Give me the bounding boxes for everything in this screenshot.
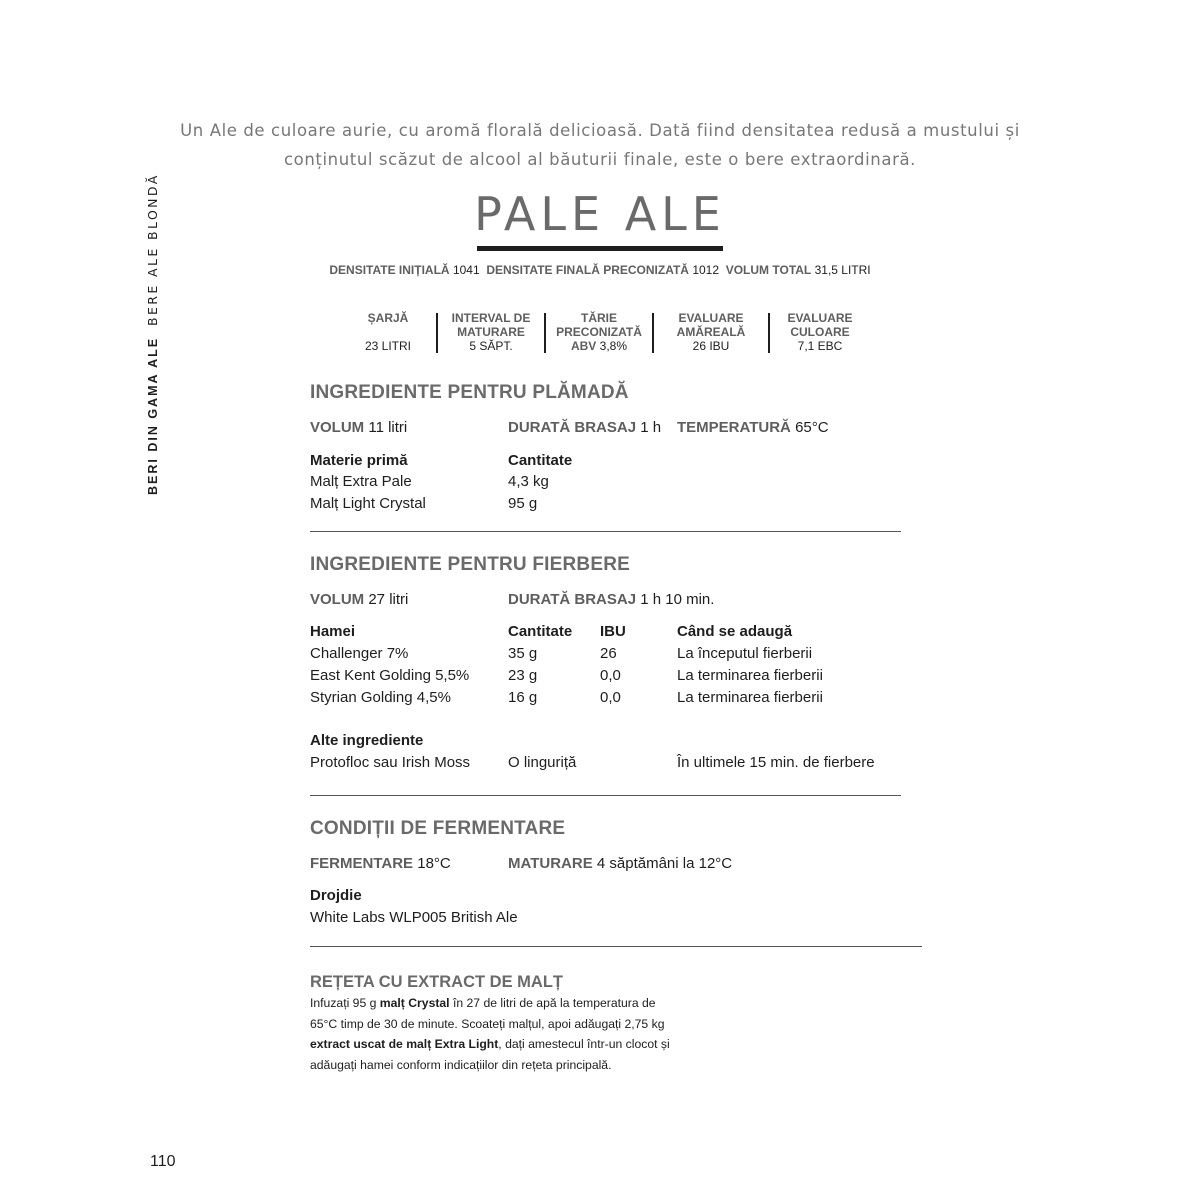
hop-qty: 23 g	[508, 667, 538, 684]
mash-row-qty: 4,3 kg	[508, 473, 549, 490]
hop-when: La începutul fierberii	[677, 645, 813, 662]
hop-ibu: 26	[600, 645, 617, 662]
side-section-label	[145, 173, 160, 495]
spec-head: ȘARJĂ	[367, 311, 409, 325]
extract-heading: REȚETA CU EXTRACT DE MALȚ	[310, 973, 563, 991]
hop-when: La terminarea fierberii	[677, 689, 823, 706]
spec-value: 7,1 EBC	[797, 339, 843, 353]
mash-volume-value: 11 litri	[368, 419, 408, 436]
spec-batch	[340, 311, 436, 353]
extract-line-2: 65°C timp de 30 de minute. Scoateți malțul, apoi adăugați 2,75 kg	[310, 1016, 665, 1031]
mash-col-quantity: Cantitate	[508, 452, 573, 469]
intro-line-1: Un Ale de culoare aurie, cu aromă florală delicioasă. Dată fiind densitatea redusă a mustului și	[180, 121, 1020, 140]
boil-volume	[310, 591, 408, 608]
other-ingredients-heading: Alte ingrediente	[310, 732, 424, 749]
boil-volume-value: 27 litri	[368, 591, 409, 608]
spec-value	[546, 339, 652, 353]
hop-ibu: 0,0	[600, 689, 621, 706]
hops-col-quantity: Cantitate	[508, 623, 573, 640]
fg-label: DENSITATE FINALĂ PRECONIZATĂ	[486, 263, 689, 277]
yeast-name: White Labs WLP005 British Ale	[310, 909, 518, 926]
spec-bitterness	[654, 311, 768, 353]
hops-col-when: Când se adaugă	[677, 623, 793, 640]
boil-volume-label: VOLUM	[310, 591, 365, 608]
side-label-category: BERI DIN GAMA ALE	[146, 336, 160, 495]
spec-head-2: CULOARE	[790, 325, 850, 339]
intro-line-2: conținutul scăzut de alcool al băuturii finale, este o bere extraordinară.	[283, 150, 917, 169]
spec-head-2: MATURARE	[457, 325, 525, 339]
mash-duration	[508, 419, 661, 436]
extract-text: Infuzați 95 g	[310, 996, 380, 1010]
total-volume-label: VOLUM TOTAL	[725, 263, 812, 277]
mash-temperature-label: TEMPERATURĂ	[677, 419, 791, 436]
boil-duration	[508, 591, 714, 608]
boil-heading: INGREDIENTE PENTRU FIERBERE	[310, 554, 630, 575]
spec-head-2: PRECONIZATĂ	[556, 325, 642, 339]
mash-heading: INGREDIENTE PENTRU PLĂMADĂ	[310, 382, 629, 403]
mash-row-name: Malț Light Crystal	[310, 495, 426, 512]
spec-head-2: AMĂREALĂ	[676, 325, 746, 339]
section-divider	[310, 946, 922, 947]
section-divider	[310, 531, 901, 532]
mash-volume	[310, 419, 407, 436]
mash-duration-value: 1 h	[640, 419, 662, 436]
hop-qty: 35 g	[508, 645, 538, 662]
hop-name: Challenger 7%	[310, 645, 409, 662]
mash-temperature-value: 65°C	[795, 419, 829, 436]
abv-value: 3,8%	[599, 339, 628, 353]
hop-name: Styrian Golding 4,5%	[310, 689, 451, 706]
gravity-stats	[250, 263, 950, 277]
hop-when: La terminarea fierberii	[677, 667, 823, 684]
fg-value: 1012	[692, 263, 720, 277]
fermentation-heading: CONDIȚII DE FERMENTARE	[310, 818, 566, 839]
other-ingredient-qty: O linguriță	[508, 754, 577, 771]
maturation-label: MATURARE	[508, 855, 593, 872]
spec-head: EVALUARE	[787, 311, 853, 325]
mash-row-qty: 95 g	[508, 495, 538, 512]
maturation-value: 4 săptămâni la 12°C	[596, 855, 733, 872]
hops-col-name: Hamei	[310, 623, 356, 640]
og-value: 1041	[452, 263, 480, 277]
other-ingredient-name: Protofloc sau Irish Moss	[310, 754, 471, 771]
spec-head: INTERVAL DE	[451, 311, 531, 325]
maturation-info	[508, 855, 732, 872]
spec-value: 26 IBU	[692, 339, 730, 353]
hop-ibu: 0,0	[600, 667, 621, 684]
spec-head: EVALUARE	[678, 311, 744, 325]
fermentation-label: FERMENTARE	[310, 855, 414, 872]
mash-volume-label: VOLUM	[310, 419, 365, 436]
extract-line-1	[310, 993, 710, 1014]
yeast-heading: Drojdie	[310, 887, 362, 904]
recipe-title: PALE ALE	[474, 187, 726, 241]
mash-row-name: Malț Extra Pale	[310, 473, 412, 490]
mash-col-material: Materie primă	[310, 452, 408, 469]
spec-value: 5 SĂPT.	[469, 339, 513, 353]
intro-text	[150, 116, 1050, 174]
other-ingredient-when: În ultimele 15 min. de fierbere	[677, 754, 875, 771]
hops-col-ibu: IBU	[600, 623, 626, 640]
og-label: DENSITATE INIȚIALĂ	[329, 263, 450, 277]
extract-text: , dați amestecul într-un clocot și	[498, 1037, 670, 1051]
title-underline	[477, 246, 723, 251]
spec-value: 23 LITRI	[364, 339, 412, 353]
abv-label: ABV	[570, 339, 597, 353]
extract-line-3	[310, 1034, 710, 1055]
page-number: 110	[150, 1153, 176, 1170]
hop-name: East Kent Golding 5,5%	[310, 667, 470, 684]
mash-temperature	[677, 419, 829, 436]
extract-line-4: adăugați hamei conform indicațiilor din rețeta principală.	[310, 1057, 612, 1072]
spec-strength	[546, 311, 652, 353]
fermentation-temp	[310, 855, 451, 872]
section-divider	[310, 795, 901, 796]
boil-duration-label: DURATĂ BRASAJ	[508, 591, 637, 608]
hop-qty: 16 g	[508, 689, 538, 706]
fermentation-value: 18°C	[417, 855, 451, 872]
spec-maturation	[438, 311, 544, 353]
mash-duration-label: DURATĂ BRASAJ	[508, 419, 637, 436]
extract-text: în 27 de litri de apă la temperatura de	[449, 996, 656, 1010]
extract-paragraph	[310, 993, 710, 1075]
total-volume-value: 31,5 LITRI	[814, 263, 871, 277]
spec-head: TĂRIE	[581, 311, 617, 325]
extract-bold: extract uscat de malț Extra Light	[310, 1037, 499, 1051]
side-label-style: BERE ALE BLONDĂ	[145, 173, 160, 326]
boil-duration-value: 1 h 10 min.	[640, 591, 715, 608]
spec-color	[770, 311, 870, 353]
extract-bold: malț Crystal	[379, 996, 450, 1010]
spec-row	[340, 311, 870, 353]
